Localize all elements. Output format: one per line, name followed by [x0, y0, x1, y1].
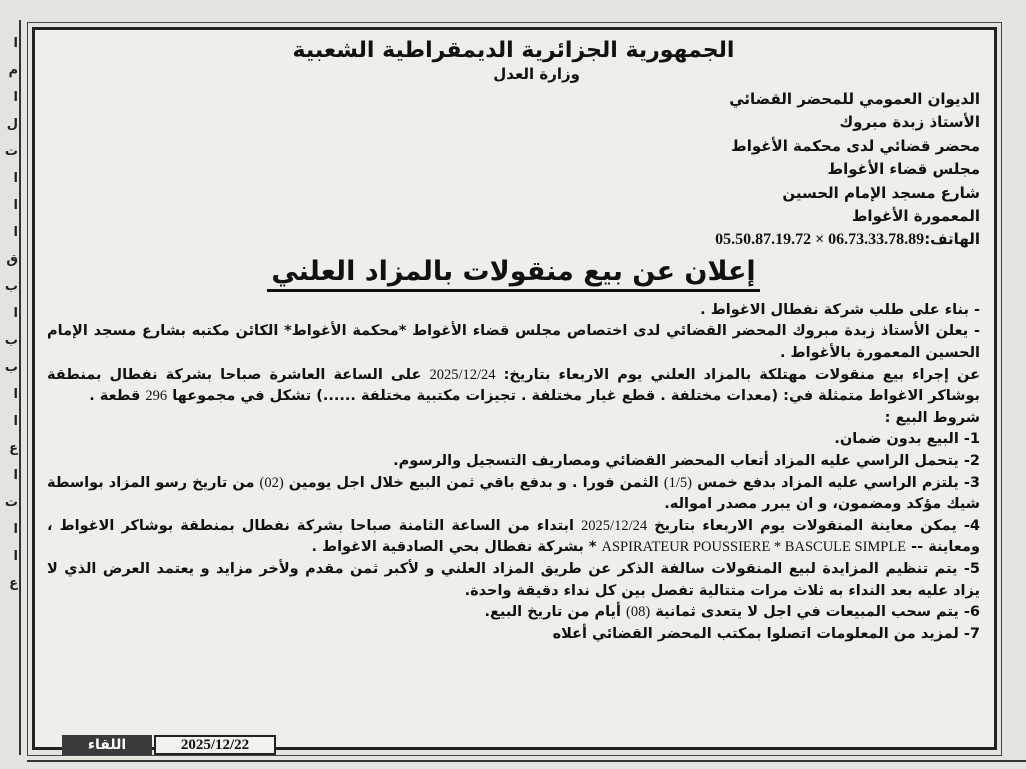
- sale-text: عن إجراء بيع منقولات مهتلكة بالمزاد العلني يوم الاربعاء بتاريخ:: [495, 366, 980, 383]
- condition-2: 2- يتحمل الراسي عليه المزاد أتعاب المحضر القضائي ومصاريف التسجيل والرسوم.: [393, 453, 980, 469]
- column-divider: [19, 20, 21, 755]
- office-line: المعمورة الأغواط: [851, 207, 980, 226]
- sale-date: 2025/12/24: [429, 366, 496, 383]
- republic-heading: الجمهورية الجزائرية الديمقراطية الشعبية: [292, 38, 735, 63]
- bottom-rule: [27, 760, 1026, 762]
- sale-text-cont: على الساعة العاشرة صباحا بشركة نفطال بمنطقة بوشاكر الاغواط متمثلة في: (معدات مختلفة . قطع غيار مختلفة . تجيزات مكتبية مختلفة ......) تشكل في مجموعها: [47, 366, 980, 405]
- notice-content: [35, 30, 994, 645]
- column-fragment-char: ا: [13, 90, 18, 105]
- intro-paragraph: - بناء على طلب شركة نفطال الاغواط .: [700, 301, 980, 318]
- office-line: شارع مسجد الإمام الحسين: [782, 183, 980, 202]
- condition-4: [47, 516, 980, 559]
- notice-title-text: إعلان عن بيع منقولات بالمزاد العلني: [267, 256, 759, 292]
- column-fragment-char: ا: [13, 225, 18, 240]
- condition-6: [47, 602, 980, 624]
- notice-body: [47, 300, 980, 646]
- publication-date: 2025/12/22: [154, 735, 276, 755]
- publication-footer: [62, 735, 278, 755]
- notice-title: [47, 254, 980, 290]
- office-line: الأستاذ زبدة مبروك: [839, 113, 980, 132]
- newspaper-name: اللقاء: [62, 735, 152, 755]
- column-fragment-char: ا: [13, 414, 18, 429]
- column-fragment-char: ق: [6, 252, 18, 267]
- column-fragment-char: ا: [13, 387, 18, 402]
- column-fragment-char: ا: [13, 198, 18, 213]
- sale-paragraph: [47, 365, 980, 408]
- pieces-count: 296: [145, 388, 168, 405]
- conditions-title: شروط البيع :: [884, 409, 980, 426]
- condition-6-text: 6- يتم سحب المبيعات في اجل لا يتعدى ثمانية: [650, 604, 980, 621]
- column-fragment-char: ب: [4, 333, 18, 348]
- auction-notice: [32, 27, 997, 750]
- condition-3-post: من تاريخ رسو المزاد بواسطة شيك مؤكد ومضمون، و ان يبرر مصدر امواله.: [47, 474, 980, 513]
- phone-label: الهاتف:: [924, 230, 980, 249]
- withdraw-days: (08): [626, 604, 651, 621]
- phone-line: [47, 228, 980, 251]
- condition-4-post: * بشركة نفطال بحي الصادقية الاغواط .: [311, 539, 602, 556]
- inspection-items: ASPIRATEUR POUSSIERE * BASCULE SIMPLE: [601, 539, 907, 556]
- condition-3: [47, 473, 980, 516]
- announce-paragraph: - يعلن الأستاذ زبدة مبروك المحضر القضائي لدى اختصاص مجلس قضاء الأغواط *محكمة الأغواط* الكائن مكتبه بشارع مسجد الإمام الحسين المعمورة بالأغواط .: [47, 323, 980, 362]
- column-fragment-char: ب: [4, 360, 18, 375]
- column-fragment-char: ت: [4, 144, 18, 159]
- column-fragment-char: ا: [13, 468, 18, 483]
- days-value: (02): [259, 474, 284, 491]
- inspection-date: 2025/12/24: [581, 517, 648, 534]
- condition-5: 5- يتم تنظيم المزايدة لبيع المنقولات سالفة الذكر عن طريق المزاد العلني و لأكبر ثمن مقدم ولأخر مزايد و يعتمد العرض الذي لا يزاد عليه بعد النداء به ثلاث مرات متتالية تفصل بين كل نداء دقيقة واحدة.: [47, 560, 980, 599]
- office-line: الديوان العمومي للمحضر القضائي: [729, 90, 980, 108]
- column-fragment-char: ا: [13, 549, 18, 564]
- column-fragment-char: ا: [13, 171, 18, 186]
- condition-3-text: 3- يلتزم الراسي عليه المزاد بدفع خمس: [692, 474, 980, 491]
- column-fragment-char: ل: [6, 117, 18, 132]
- fraction-value: (1/5): [663, 474, 693, 491]
- condition-6-post: أيام من تاريخ البيع.: [484, 604, 626, 621]
- condition-3-mid: الثمن فورا . و بدفع باقي ثمن البيع خلال اجل يومين: [283, 474, 664, 491]
- column-fragment-char: ب: [4, 279, 18, 294]
- column-fragment-char: ع: [9, 576, 18, 591]
- phone-numbers: 05.50.87.19.72 × 06.73.33.78.89: [715, 231, 925, 249]
- condition-1: 1- البيع بدون ضمان.: [834, 431, 980, 448]
- column-fragment-char: ت: [4, 495, 18, 510]
- office-block: [47, 88, 980, 252]
- column-fragment-char: م: [8, 63, 18, 78]
- column-fragment-char: ع: [9, 441, 18, 456]
- adjacent-column-fragment: [0, 30, 18, 750]
- column-fragment-char: ا: [13, 522, 18, 537]
- ministry-heading: وزارة العدل: [493, 65, 580, 83]
- office-line: مجلس قضاء الأغواط: [827, 160, 980, 179]
- condition-4-text: 4- يمكن معاينة المنقولات يوم الاربعاء بتاريخ: [647, 517, 981, 534]
- pieces-suffix: قطعة .: [89, 388, 146, 405]
- condition-7: 7- لمزيد من المعلومات اتصلوا بمكتب المحضر القضائي أعلاه: [552, 625, 980, 642]
- column-fragment-char: ا: [13, 306, 18, 321]
- condition-4-mid: ابتداء من الساعة الثامنة صباحا بشركة نفطال بمنطقة بوشاكر الاغواط ، ومعاينة --: [47, 517, 980, 556]
- column-fragment-char: ا: [13, 36, 18, 51]
- office-line: محضر قضائي لدى محكمة الأغواط: [731, 136, 980, 155]
